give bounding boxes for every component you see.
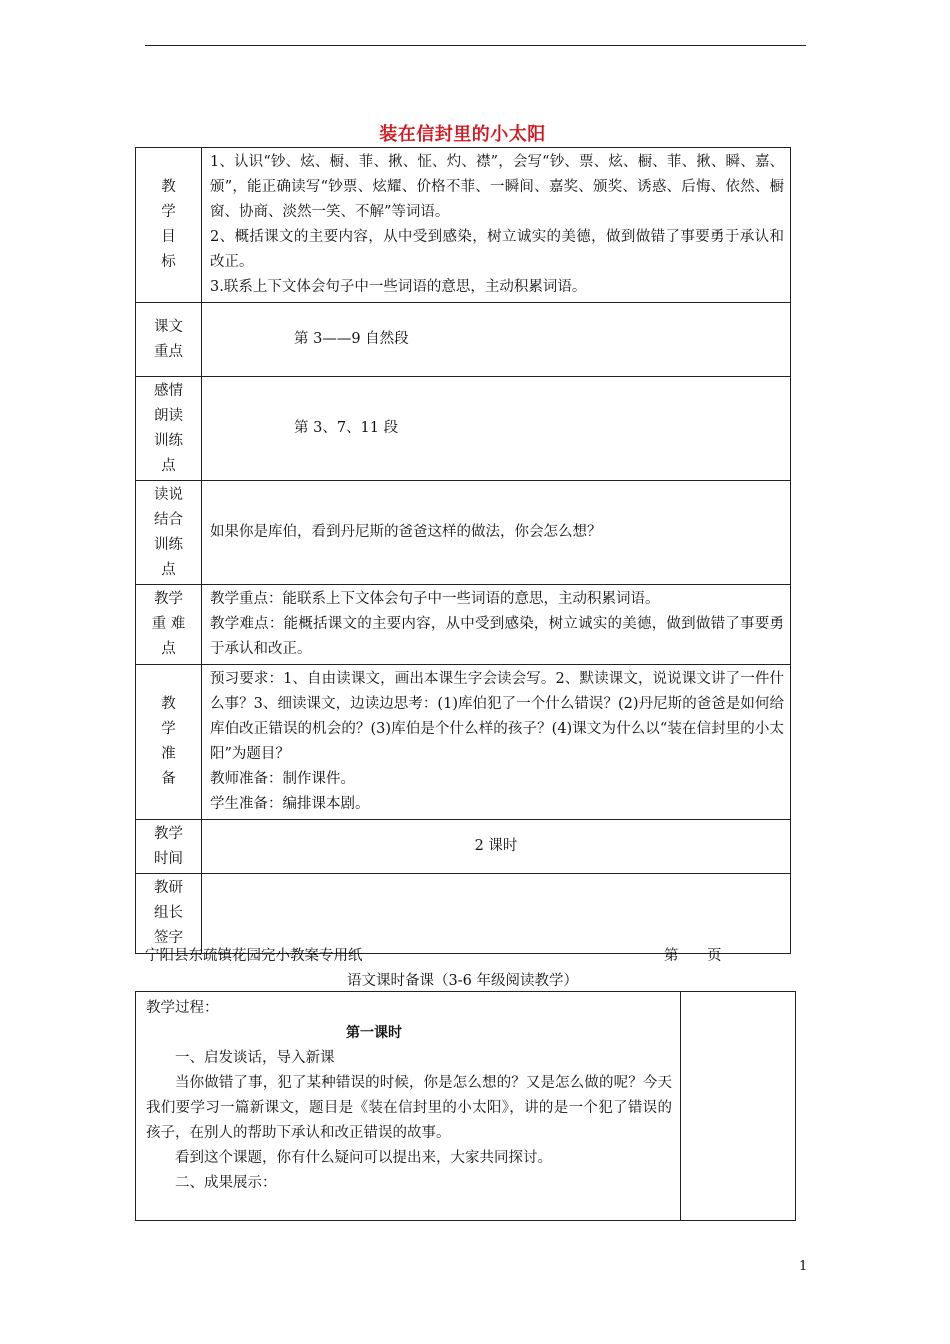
lesson-plan-table <box>135 147 791 954</box>
lesson-subtitle: 语文课时备课（3-6 年级阅读教学） <box>347 973 578 989</box>
notes-column <box>681 992 796 1221</box>
table-row-signature <box>136 874 791 954</box>
section-1-heading: 一、启发谈话，导入新课 <box>175 1050 335 1066</box>
table-row-teaching-time <box>136 820 791 874</box>
row-label-preparation: 教 学 准 备 <box>136 665 202 820</box>
table-row-reading-practice <box>136 377 791 481</box>
signature-value <box>202 874 791 954</box>
section-2-heading: 二、成果展示： <box>175 1175 277 1191</box>
row-label-teaching-time: 教学 时间 <box>136 820 202 874</box>
table-row-objectives <box>136 148 791 303</box>
teaching-time-value: 2 课时 <box>202 820 791 874</box>
process-row <box>136 992 796 1221</box>
row-label-signature: 教研 组长 签字 <box>136 874 202 954</box>
difficult-point: 教学难点：能概括课文的主要内容，从中受到感染，树立诚实的美德，做到做错了事要勇于承认和改正。 <box>210 616 784 657</box>
row-label-key-difficult: 教学 重 难 点 <box>136 585 202 665</box>
table-row-key-difficult <box>136 585 791 665</box>
lesson-heading: 第一课时 <box>346 1025 402 1041</box>
key-point: 教学重点：能联系上下文体会句子中一些词语的意思，主动积累词语。 <box>210 591 660 607</box>
student-prep: 学生准备：编排课本剧。 <box>210 796 370 812</box>
process-content <box>136 992 681 1221</box>
objective-2: 2、概括课文的主要内容，从中受到感染，树立诚实的美德，做到做错了事要勇于承认和改正。 <box>210 229 784 270</box>
table-row-read-speak <box>136 481 791 585</box>
header-rule <box>145 45 806 46</box>
reading-practice-value: 第 3、7、11 段 <box>202 377 791 481</box>
paragraph-2: 看到这个课题，你有什么疑问可以提出来，大家共同探讨。 <box>175 1150 552 1166</box>
preparation-content <box>202 665 791 820</box>
table-row-key-text <box>136 303 791 377</box>
school-name: 宁阳县东疏镇花园完小教案专用纸 <box>145 948 363 964</box>
teacher-prep: 教师准备：制作课件。 <box>210 771 355 787</box>
paragraph-1: 当你做错了事，犯了某种错误的时候，你是怎么想的？又是怎么做的呢？今天我们要学习一篇新课文，题目是《装在信封里的小太阳》，讲的是一个犯了错误的孩子，在别人的帮助下承认和改正错误的故事。 <box>146 1075 672 1141</box>
page-label-2: 页 <box>707 948 722 964</box>
page-number: 1 <box>799 1259 808 1274</box>
read-speak-value: 如果你是库伯，看到丹尼斯的爸爸这样的做法，你会怎么想？ <box>202 481 791 585</box>
row-label-reading-practice: 感情 朗读 训练 点 <box>136 377 202 481</box>
objective-3: 3.联系上下文体会句子中一些词语的意思，主动积累词语。 <box>210 279 587 295</box>
page-title: 装在信封里的小太阳 <box>379 124 546 145</box>
preview-requirements: 预习要求：1、自由读课文，画出本课生字会读会写。2、默读课文，说说课文讲了一件什么事？3、细读课文，边读边思考：(1)库伯犯了一个什么错误？(2)丹尼斯的爸爸是如何给库伯改正错误的机会的？(3)库伯是个什么样的孩子？(4)课文为什么以“装在信封里的小太阳”为题目？ <box>210 671 784 762</box>
page-label-1: 第 <box>664 948 679 964</box>
key-difficult-content <box>202 585 791 665</box>
row-label-objectives: 教 学 目 标 <box>136 148 202 303</box>
objectives-content <box>202 148 791 303</box>
table-row-preparation <box>136 665 791 820</box>
process-heading: 教学过程： <box>146 1000 219 1016</box>
objective-1: 1、认识“钞、炫、橱、菲、揪、怔、灼、襟”，会写“钞、票、炫、橱、菲、揪、瞬、嘉、颁”，能正确读写“钞票、炫耀、价格不菲、一瞬间、嘉奖、颁奖、诱惑、后悔、依然、橱窗、协商、淡然一笑、不解”等词语。 <box>210 154 784 220</box>
teaching-process-table <box>135 991 796 1221</box>
key-text-value: 第 3——9 自然段 <box>202 303 791 377</box>
row-label-key-text: 课文 重点 <box>136 303 202 377</box>
row-label-read-speak: 读说 结合 训练 点 <box>136 481 202 585</box>
